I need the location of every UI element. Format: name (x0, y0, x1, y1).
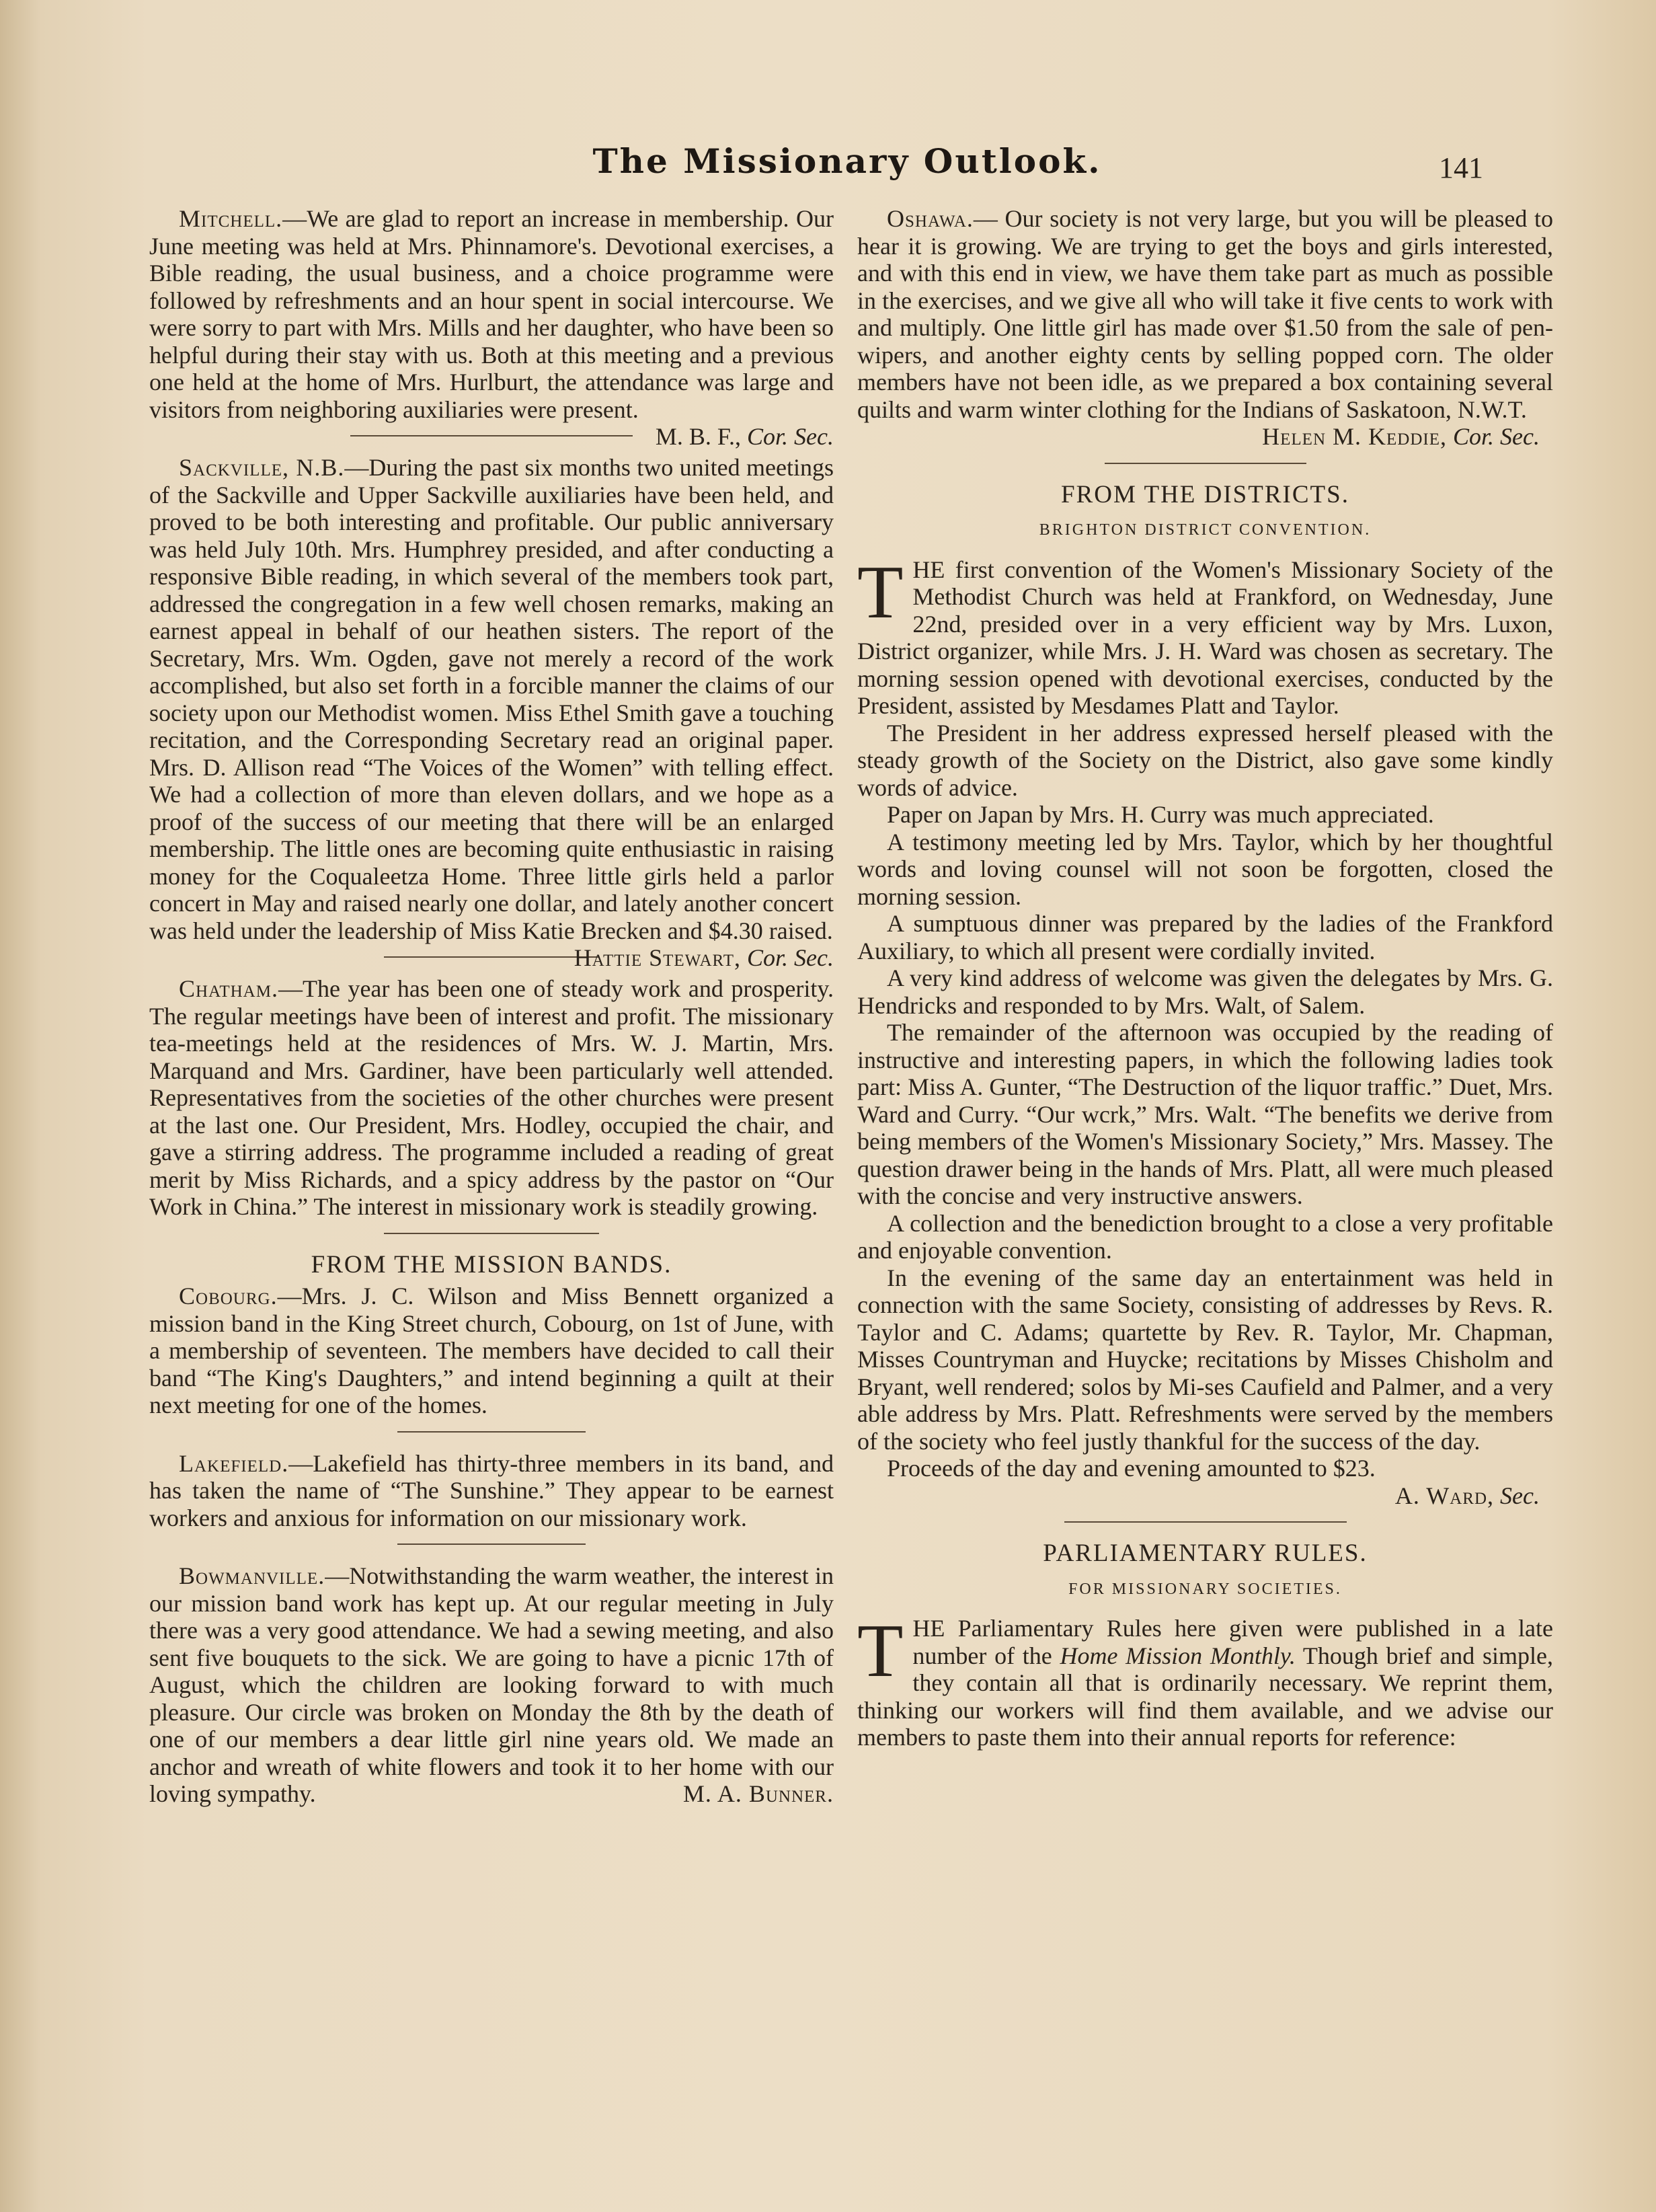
report-oshawa (857, 205, 1553, 451)
right-column (857, 205, 1553, 1751)
brighton-paragraph: The remainder of the afternoon was occupied by the reading of instructive and interesting papers, in which the following ladies took part: Miss A. Gunter, “The Destruction of the liquor traffic.” Duet, Mrs. Ward and Curry. “Our wcrk,” Mrs. Walt. “The benefits we derive from being members of the Women's Missionary Society,” Mrs. Massey. The question drawer being in the hands of Mrs. Platt, all were much pleased with the concise and very instructive answers. (857, 1019, 1553, 1209)
section-title-parliamentary-rules: PARLIAMENTARY RULES. (1043, 1539, 1368, 1567)
sackville-lead: Sackville, N.B. (179, 454, 345, 481)
report-brighton-convention (857, 550, 1553, 1510)
report-cobourg (149, 1283, 834, 1419)
oshawa-text: — Our society is not very large, but you will be pleased to hear it is growing. We are trying to get the boys and girls interested, and with this end in view, we have them take part as much as possible in the exercises, and we give all who will take it five cents to work with and multiply. One little girl has made over $1.50 from the sale of pen-wipers, and another eighty cents by selling popped corn. The older members have not been idle, as we prepared a box containing several quilts and warm winter clothing for the Indians of Saskatoon, N.W.T. (857, 205, 1553, 423)
section-title-mission-bands: FROM THE MISSION BANDS. (311, 1250, 672, 1279)
brighton-signature: A. Ward, Sec. (1394, 1482, 1540, 1509)
chatham-lead: Chatham. (179, 975, 278, 1002)
page-header (0, 141, 1656, 195)
brighton-signature-title: Sec. (1500, 1482, 1540, 1509)
divider (384, 1233, 599, 1234)
cobourg-lead: Cobourg. (179, 1283, 278, 1309)
mitchell-text: —We are glad to report an increase in membership. Our June meeting was held at Mrs. Phinnamore's. Devotional exercises, a Bible reading, the usual business, and a choice programme were followed by refreshments and an hour spent in social intercourse. We were sorry to part with Mrs. Mills and her daughter, who have been so helpful during their stay with us. Both at this meeting and a previous one held at the home of Mrs. Hurlburt, the attendance was large and visitors from neighboring auxiliaries were present. (149, 205, 834, 423)
report-bowmanville (149, 1562, 834, 1808)
divider (1105, 463, 1306, 464)
section-subtitle-missionary-societies: FOR MISSIONARY SOCIETIES. (1068, 1580, 1342, 1598)
brighton-paragraph: A sumptuous dinner was prepared by the ladies of the Frankford Auxiliary, to which all present were cordially invited. (857, 910, 1553, 964)
mitchell-signature-title: Cor. Sec. (747, 423, 834, 450)
oshawa-signature-title: Cor. Sec. (1453, 423, 1540, 450)
brighton-paragraph: Proceeds of the day and evening amounted to $23. (887, 1455, 1376, 1482)
divider (350, 435, 633, 436)
oshawa-lead: Oshawa. (887, 205, 974, 232)
report-parliamentary-rules (857, 1609, 1553, 1751)
dropcap-letter: T (857, 550, 904, 634)
mitchell-signature: M. B. F., Cor. Sec. (655, 423, 834, 450)
divider (1064, 1521, 1347, 1523)
report-mitchell (149, 205, 834, 450)
bowmanville-lead: Bowmanville. (179, 1562, 325, 1589)
report-lakefield (149, 1450, 834, 1532)
masthead-title: The Missionary Outlook. (592, 141, 1102, 181)
divider (397, 1543, 586, 1545)
chatham-text: —The year has been one of steady work and prosperity. The regular meetings have been of interest and profit. The missionary tea-meetings held at the residences of Mrs. W. J. Martin, Mrs. Marquand and Mrs. Gardiner, have been particularly well attended. Representatives from the societies of the other churches were present at the last one. Our President, Mrs. Hodley, occupied the chair, and gave a stirring address. The programme included a reading of great merit by Miss Richards, and a spicy address by the pastor on “Our Work in China.” The interest in missionary work is steadily growing. (149, 975, 834, 1220)
brighton-paragraph: A testimony meeting led by Mrs. Taylor, which by her thoughtful words and loving counsel will not soon be forgotten, closed the morning session. (857, 828, 1553, 910)
rules-text-after: Though brief and simple, they contain all that is ordinarily necessary. We reprint them, thinking our workers will find them available, and we advise our members to paste them into their annual reports for reference: (857, 1642, 1553, 1751)
brighton-paragraph: The President in her address expressed herself pleased with the steady growth of the Society on the District, also gave some kindly words of advice. (857, 719, 1553, 801)
left-column (149, 205, 834, 1808)
bowmanville-signature: M. A. Bunner. (682, 1780, 834, 1807)
report-chatham (149, 975, 834, 1221)
mitchell-lead: Mitchell. (179, 205, 283, 232)
report-sackville (149, 454, 834, 971)
lakefield-text: —Lakefield has thirty-three members in its band, and has taken the name of “The Sunshine.” They appear to be earnest workers and anxious for information on our missionary work. (149, 1449, 834, 1531)
lakefield-lead: Lakefield. (179, 1449, 289, 1477)
section-subtitle-brighton: BRIGHTON DISTRICT CONVENTION. (1039, 521, 1372, 539)
dropcap-letter: T (857, 1609, 904, 1693)
brighton-paragraph: Paper on Japan by Mrs. H. Curry was much appreciated. (887, 801, 1434, 828)
section-title-districts: FROM THE DISTRICTS. (1061, 480, 1349, 508)
bowmanville-text: —Notwithstanding the warm weather, the interest in our mission band work has kept up. At our regular meeting in July there was a very good attendance. We had a sewing meeting, and also sent five bouquets to the sick. We are going to have a picnic 17th of August, which the children are looking forward to with much pleasure. Our circle was broken on Monday the 8th by the death of one of our members a dear little girl nine years old. We made an anchor and wreath of white flowers and took it to her home with our loving sympathy. (149, 1562, 834, 1807)
sackville-signature-title: Cor. Sec. (747, 944, 834, 971)
oshawa-signature: Helen M. Keddie, Cor. Sec. (1262, 423, 1540, 450)
sackville-signature: Hattie Stewart, Cor. Sec. (574, 944, 834, 971)
brighton-paragraph: A very kind address of welcome was given the delegates by Mrs. G. Hendricks and responded to by Mrs. Walt, of Salem. (857, 964, 1553, 1019)
brighton-first-paragraph: HE first convention of the Women's Missionary Society of the Methodist Church was held at Frankford, on Wednesday, June 22nd, presided over in a very efficient way by Mrs. Luxon, District organizer, while Mrs. J. H. Ward was chosen as secretary. The morning session opened with devotional exercises, conducted by the President, assisted by Mesdames Platt and Taylor. (857, 556, 1553, 719)
page-number: 141 (1439, 151, 1483, 184)
rules-publication-title: Home Mission Monthly. (1060, 1642, 1296, 1669)
cobourg-text: —Mrs. J. C. Wilson and Miss Bennett organized a mission band in the King Street church, Cobourg, on 1st of June, with a membership of seventeen. The members have decided to call their band “The King's Daughters,” and intend beginning a quilt at their next meeting for one of the homes. (149, 1283, 834, 1418)
rules-text-before: HE Parliamentary Rules here given were published in a late number of the (912, 1615, 1553, 1669)
brighton-paragraph: In the evening of the same day an entertainment was held in connection with the same Society, consisting of addresses by Revs. R. Taylor and C. Adams; quartette by Rev. R. Taylor, Mr. Chapman, Misses Countryman and Huycke; recitations by Misses Chisholm and Bryant, well rendered; solos by Mi-ses Caufield and Palmer, and a very able address by Mrs. Platt. Refreshments were served by the members of the society who feel justly thankful for the success of the day. (857, 1264, 1553, 1455)
divider (397, 1431, 586, 1433)
sackville-text: —During the past six months two united meetings of the Sackville and Upper Sackville auxiliaries have been held, and proved to be both interesting and profitable. Our public anniversary was held July 10th. Mrs. Humphrey presided, and after conducting a responsive Bible reading, in which several of the members took part, addressed the congregation in a few well chosen remarks, making an earnest appeal in behalf of our heathen sisters. The report of the Secretary, Mrs. Wm. Ogden, gave not merely a record of the work accomplished, but also set forth in a forcible manner the claims of our society upon our Methodist women. Miss Ethel Smith gave a touching recitation, and the Corresponding Secretary read an original paper. Mrs. D. Allison read “The Voices of the Women” with telling effect. We had a collection of more than eleven dollars, and we hope as a proof of the success of our meeting that there will be an enlarged membership. The little ones are becoming quite enthusiastic in raising money for the Coqualeetza Home. Three little girls held a parlor concert in May and raised nearly one dollar, and lately another concert was held under the leadership of Miss Katie Brecken and $4.30 raised. (149, 454, 834, 944)
brighton-paragraph: A collection and the benediction brought to a close a very profitable and enjoyable convention. (857, 1209, 1553, 1264)
